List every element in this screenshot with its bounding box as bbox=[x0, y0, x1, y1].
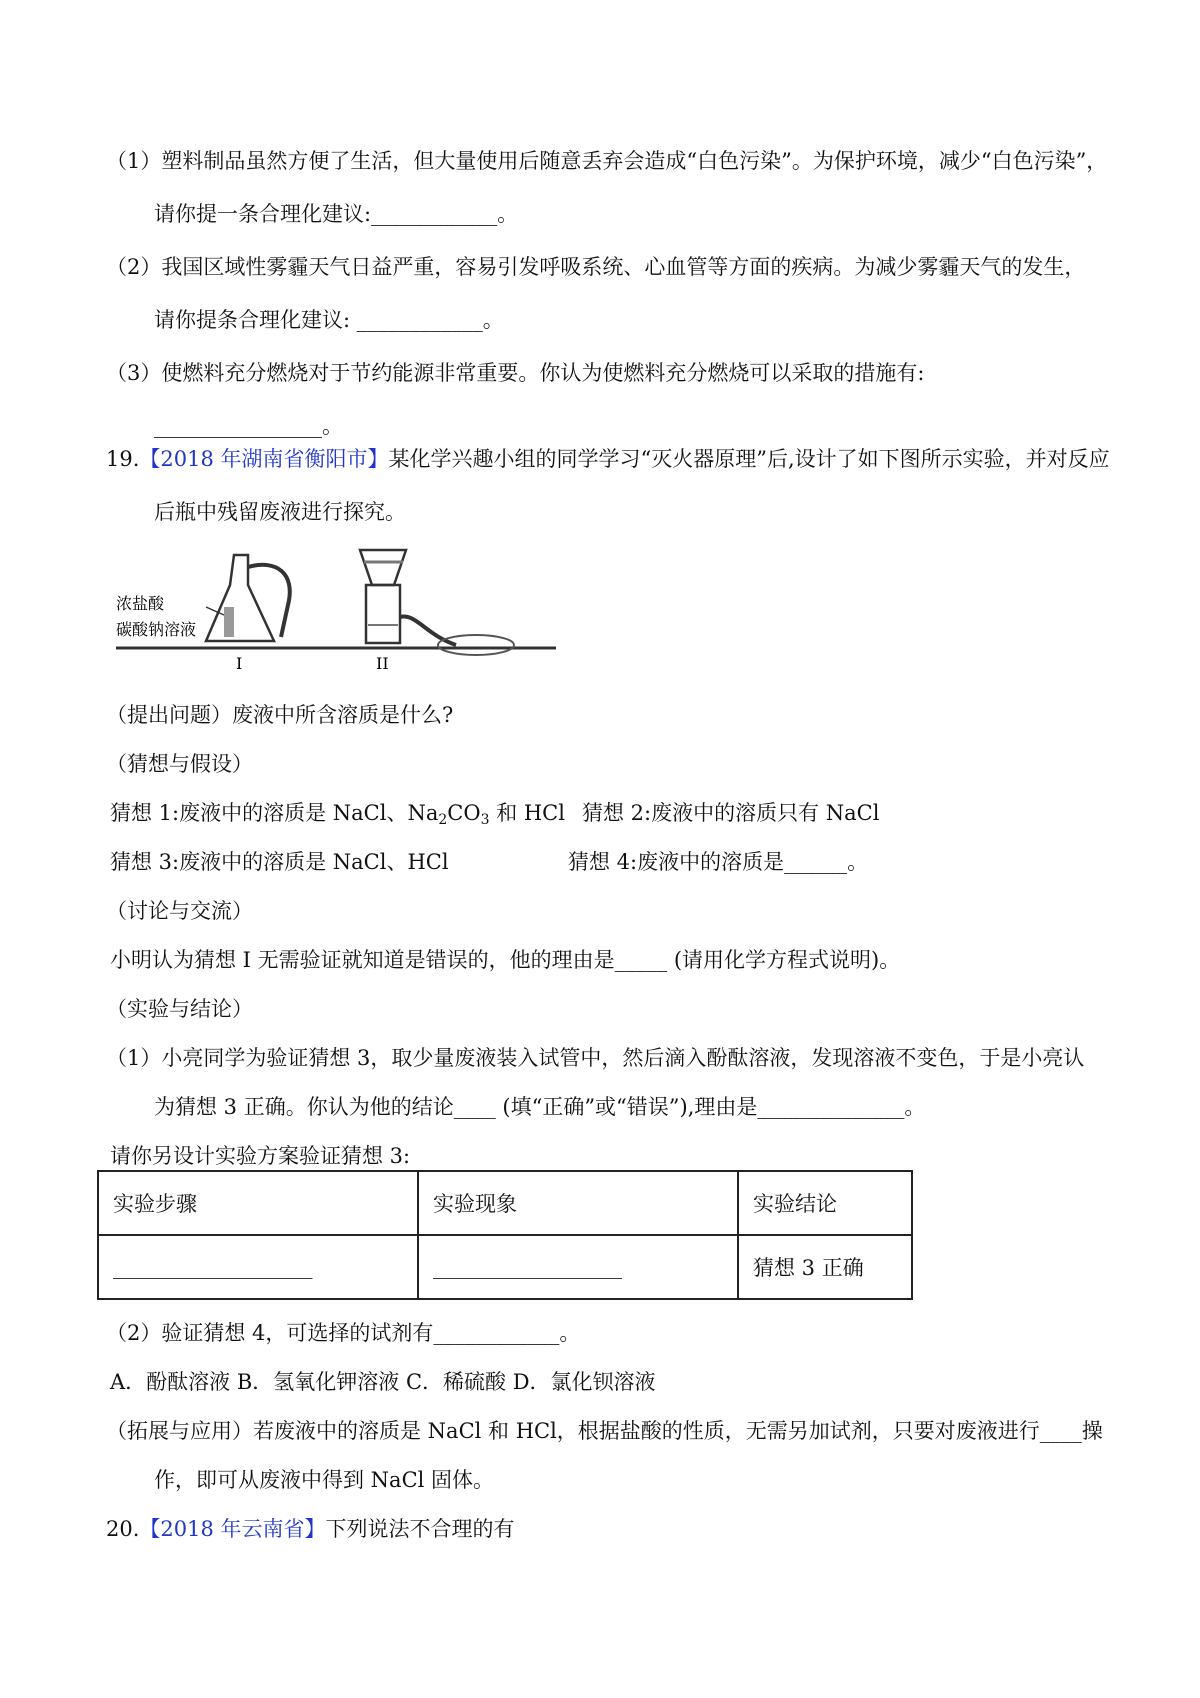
funnel-ii bbox=[360, 550, 406, 585]
hypothesis-2: 猜想 2:废液中的溶质只有 NaCl bbox=[582, 801, 880, 825]
table-cell: ___________________ bbox=[98, 1235, 418, 1299]
question-18-part-2-line-1: （2）我国区域性雾霾天气日益严重，容易引发呼吸系统、心血管等方面的疾病。为减少雾霾天气的发生， bbox=[106, 255, 1086, 279]
table-header-cell: 实验步骤 bbox=[98, 1171, 418, 1235]
question-stem: 某化学兴趣小组的同学学习“灭火器原理”后,设计了如下图所示实验，并对反应 bbox=[388, 447, 1110, 471]
table-header-cell: 实验现象 bbox=[418, 1171, 738, 1235]
table-cell: 猜想 3 正确 bbox=[738, 1235, 912, 1299]
question-18-part-3-line-1: （3）使燃料充分燃烧对于节约能源非常重要。你认为使燃料充分燃烧可以采取的措施有: bbox=[106, 361, 925, 385]
question-19-stem-line-2: 后瓶中残留废液进行探究。 bbox=[154, 500, 406, 524]
hypothesis-4: 猜想 4:废液中的溶质是______。 bbox=[568, 850, 869, 874]
discussion-heading: （讨论与交流） bbox=[106, 899, 253, 923]
table-header-row bbox=[98, 1171, 912, 1235]
label-apparatus-i: I bbox=[236, 654, 243, 673]
table-cell: __________________ bbox=[418, 1235, 738, 1299]
flame-foam bbox=[438, 635, 514, 655]
hypothesis-1: 猜想 1:废液中的溶质是 NaCl、$Na_2CO_3$ 和 HCl bbox=[110, 801, 565, 828]
experiment-table bbox=[97, 1170, 913, 1300]
question-source: 【2018 年湖南省衡阳市】 bbox=[139, 447, 389, 471]
answer-options: A．酚酞溶液 B．氢氧化钾溶液 C．稀硫酸 D．氯化钡溶液 bbox=[110, 1370, 656, 1394]
question-source: 【2018 年云南省】 bbox=[139, 1517, 326, 1541]
label-sodium-carbonate: 碳酸钠溶液 bbox=[116, 620, 197, 639]
experiment-1-line-2: 为猜想 3 正确。你认为他的结论____ (填“正确”或“错误”),理由是______________。 bbox=[154, 1095, 926, 1119]
design-prompt: 请你另设计实验方案验证猜想 3: bbox=[110, 1144, 411, 1168]
question-number: 19. bbox=[106, 447, 140, 471]
experiment-2: （2）验证猜想 4，可选择的试剂有____________。 bbox=[106, 1321, 581, 1345]
question-number: 20. bbox=[106, 1517, 140, 1541]
label-apparatus-ii: II bbox=[376, 654, 389, 673]
question-stem: 下列说法不合理的有 bbox=[325, 1517, 515, 1541]
discussion-text: 小明认为猜想 I 无需验证就知道是错误的，他的理由是_____ (请用化学方程式说明)。 bbox=[110, 948, 901, 972]
experiment-apparatus-figure bbox=[116, 545, 556, 675]
hypothesis-heading: （猜想与假设） bbox=[106, 752, 253, 776]
question-20-stem bbox=[106, 1514, 515, 1544]
question-18-part-3-line-2: ________________。 bbox=[154, 414, 343, 438]
label-concentrated-hcl: 浓盐酸 bbox=[116, 594, 165, 613]
question-18-part-1-line-1: （1）塑料制品虽然方便了生活，但大量使用后随意丢弃会造成“白色污染”。为保护环境，减少“白色污染”， bbox=[106, 149, 1108, 173]
bottle-ii bbox=[366, 585, 400, 643]
hypothesis-3: 猜想 3:废液中的溶质是 NaCl、HCl bbox=[110, 850, 449, 874]
flask-i bbox=[206, 555, 274, 641]
delivery-tube-ii bbox=[400, 617, 456, 645]
test-tube-in-flask bbox=[224, 607, 234, 637]
extension-line-2: 作，即可从废液中得到 NaCl 固体。 bbox=[154, 1468, 495, 1492]
question-19-stem-line-1 bbox=[106, 444, 1110, 474]
question-18-part-1-line-2: 请你提一条合理化建议:____________。 bbox=[154, 202, 519, 226]
raise-question: （提出问题）废液中所含溶质是什么? bbox=[106, 703, 454, 727]
extension-line-1: （拓展与应用）若废液中的溶质是 NaCl 和 HCl，根据盐酸的性质，无需另加试剂，只要对废液进行____操 bbox=[106, 1419, 1103, 1443]
experiment-1-line-1: （1）小亮同学为验证猜想 3，取少量废液装入试管中，然后滴入酚酞溶液，发现溶液不变色，于是小亮认 bbox=[106, 1046, 1085, 1070]
table-header-cell: 实验结论 bbox=[738, 1171, 912, 1235]
table-row bbox=[98, 1235, 912, 1299]
question-18-part-2-line-2: 请你提条合理化建议: ____________。 bbox=[154, 308, 504, 332]
experiment-heading: （实验与结论） bbox=[106, 997, 253, 1021]
